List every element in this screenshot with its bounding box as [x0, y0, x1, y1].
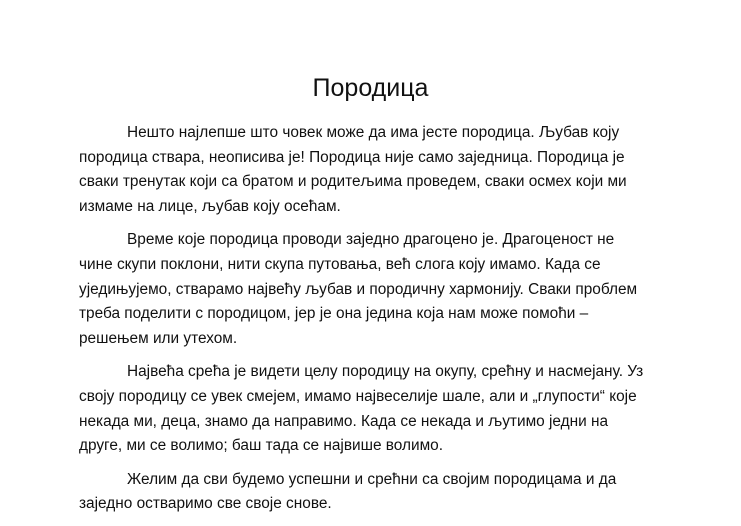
paragraph-1: [79, 121, 659, 219]
paragraph-4: [79, 468, 659, 517]
paragraph-line: решењем или утехом.: [79, 329, 238, 347]
document-body: [79, 121, 659, 526]
paragraph-line: заједно остваримо све своје снове.: [79, 495, 332, 513]
paragraph-line: треба поделити с породицом, јер је она једина која нам може помоћи –: [79, 305, 589, 323]
paragraph-2: [79, 228, 659, 351]
paragraph-line: некада ми, деца, знамо да направимо. Када се некада и љутимо једни на: [79, 412, 609, 430]
paragraph-line: породица ствара, неописива је! Породица није само заједница. Породица је: [79, 148, 625, 166]
paragraph-line: Највећа срећа је видети целу породицу на окупу, срећну и насмејану. Уз: [127, 363, 644, 381]
paragraph-line: своју породицу се увек смејем, имамо највеселије шале, али и „глупости“ које: [79, 387, 637, 405]
paragraph-line: Нешто најлепше што човек може да има јесте породица. Љубав коју: [127, 124, 620, 141]
paragraph-line: уједињујемо, стварамо највећу љубав и породичну хармонију. Сваки проблем: [79, 280, 638, 298]
paragraph-3: [79, 360, 659, 458]
paragraph-line: измаме на лице, љубав коју осећам.: [79, 197, 341, 215]
paragraph-line: чине скупи поклони, нити скупа путовања, већ слога коју имамо. Када се: [79, 255, 601, 273]
paragraph-line: сваки тренутак који са братом и родитељима проведем, сваки осмех који ми: [79, 173, 627, 191]
paragraph-line: Желим да сви будемо успешни и срећни са својим породицама и да: [127, 470, 617, 488]
paragraph-line: друге, ми се волимо; баш тада се највише волимо.: [79, 437, 444, 455]
paragraph-line: Време које породица проводи заједно драгоцено је. Драгоценост не: [127, 231, 615, 249]
document-title: Породица: [312, 74, 429, 102]
